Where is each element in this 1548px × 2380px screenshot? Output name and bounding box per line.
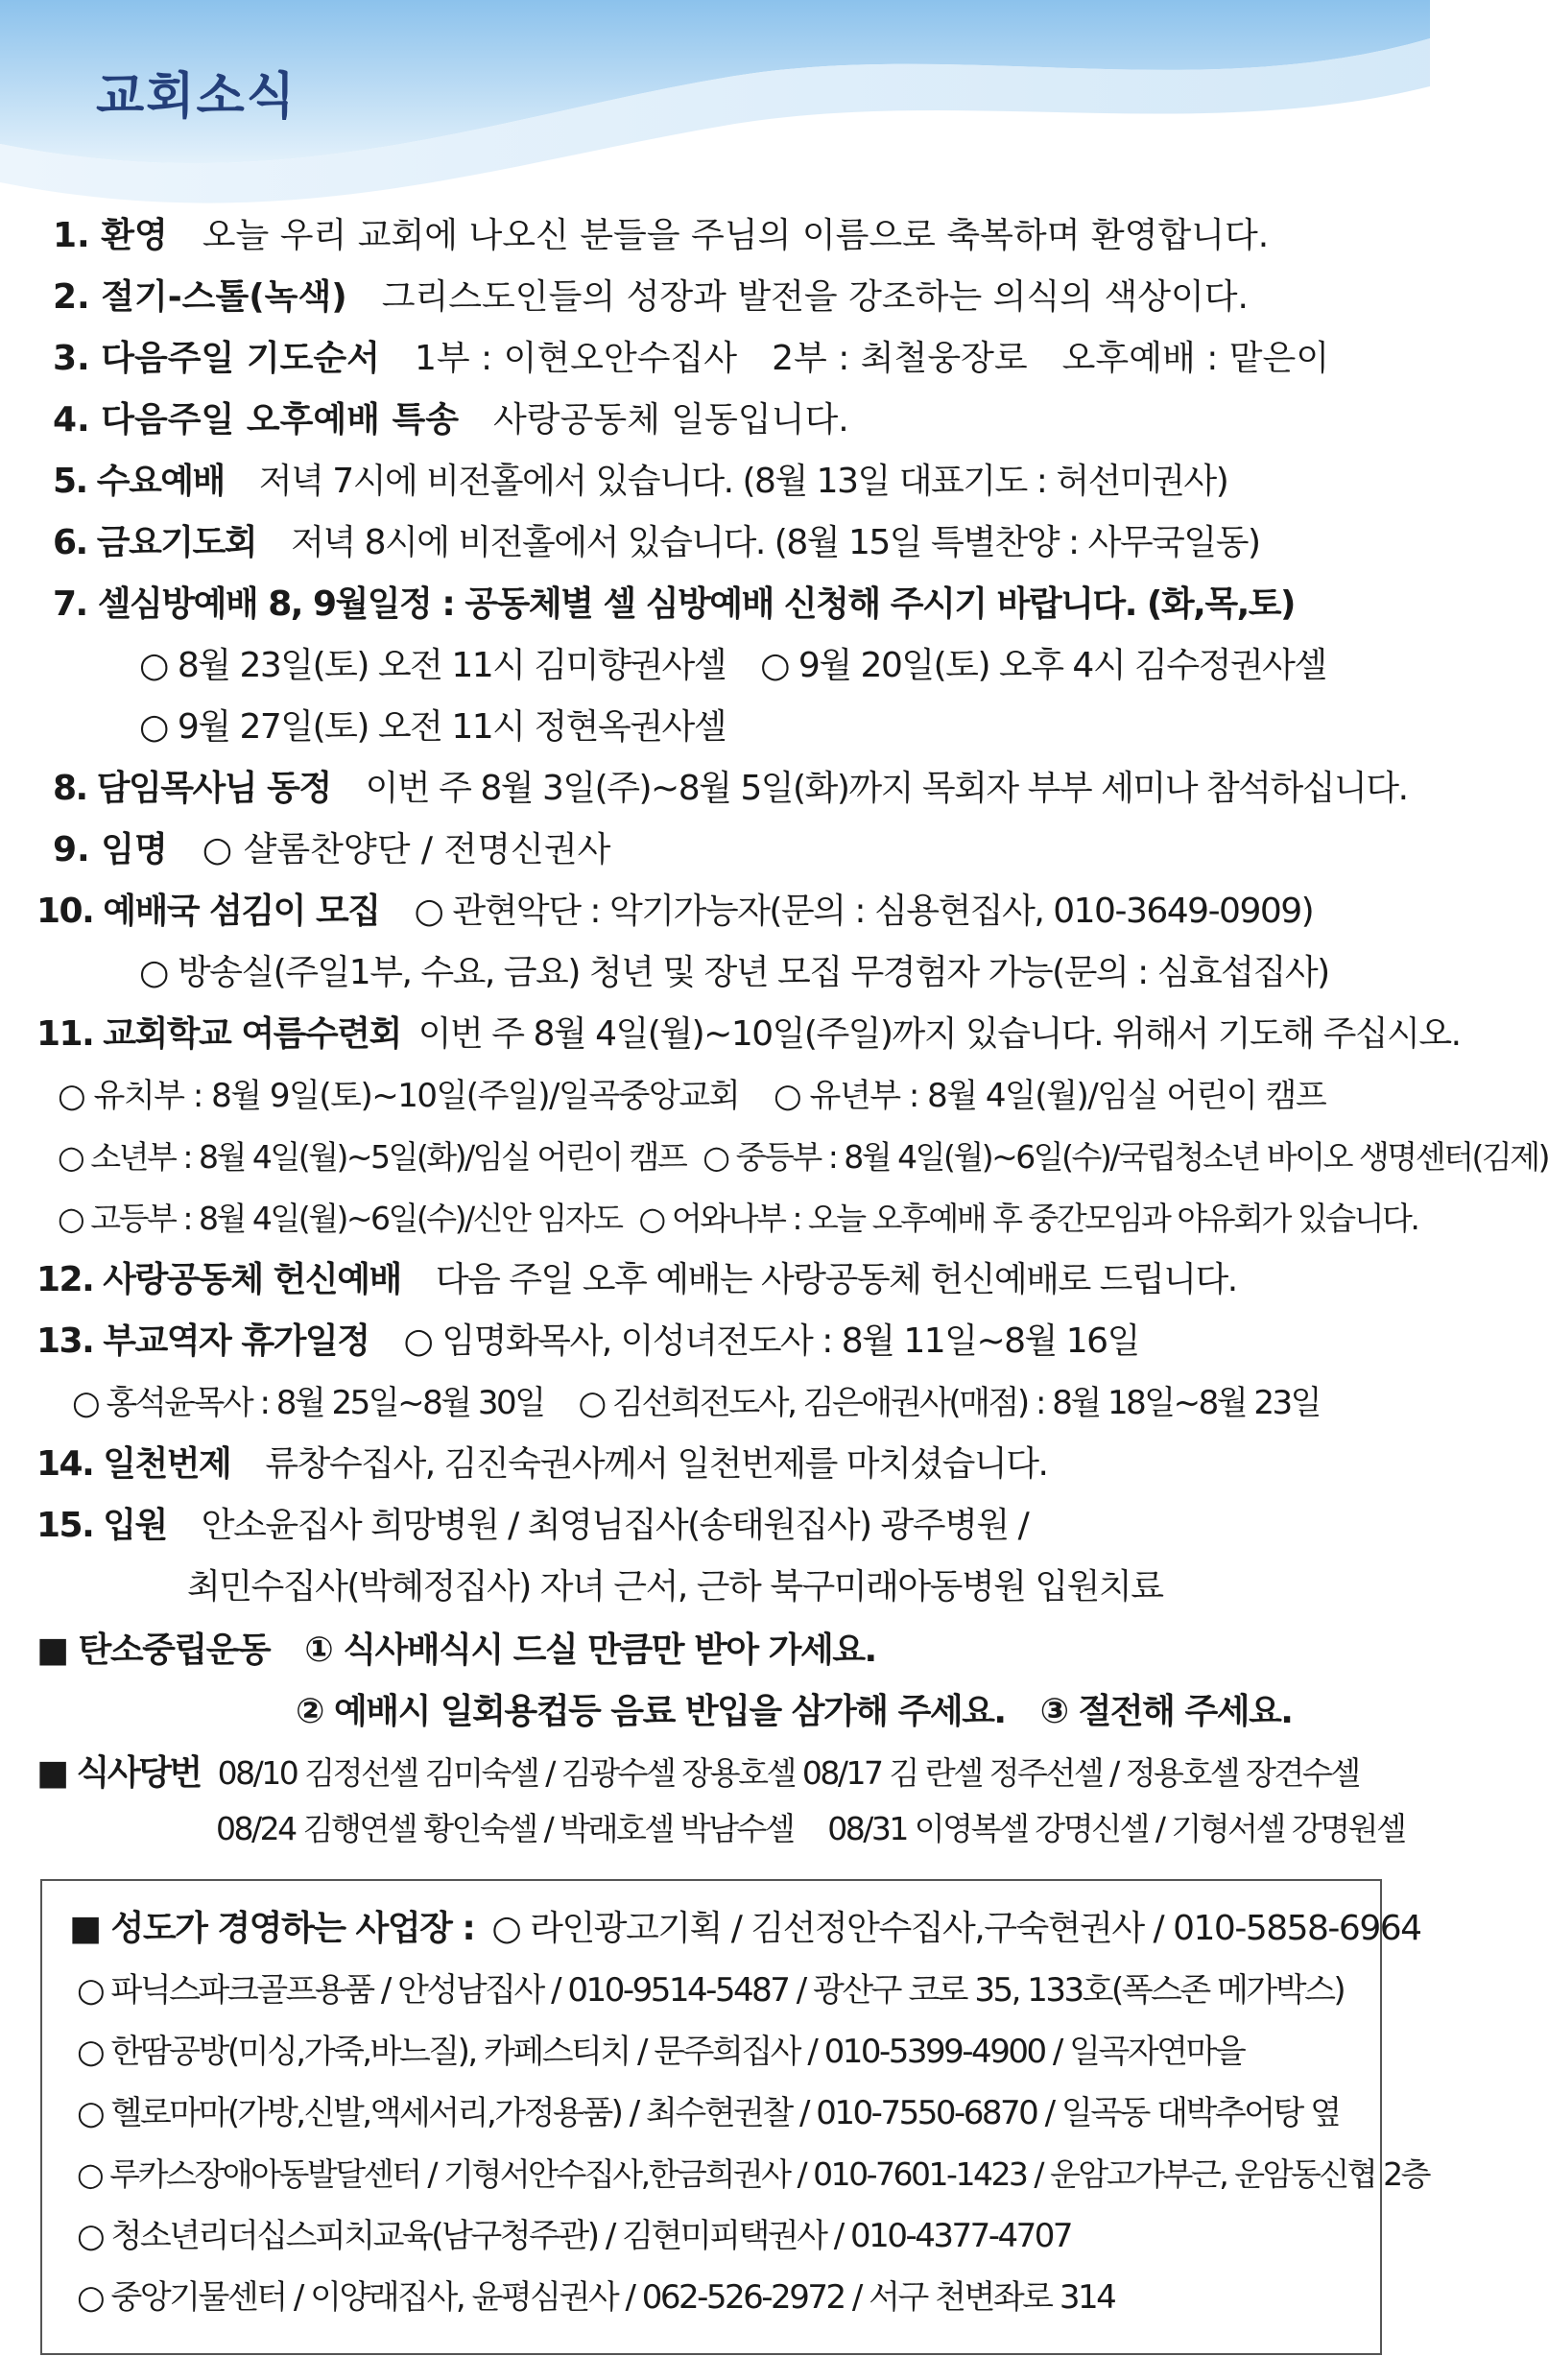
notice-item-15-sub: 최민수집사(박혜정집사) 자녀 근서, 근하 북구미래아동병원 입원치료 — [187, 1567, 1163, 1606]
notice-item-11-sub-2: ○ 소년부 : 8월 4일(월)~5일(화)/임실 어린이 캠프 ○ 중등부 : 8월 4일(월)~6일(수)/국립청소년 바이오 생명센터(김제) — [58, 1138, 1548, 1176]
notice-item-8: 8. 담임목사님 동정 이번 주 8월 3일(주)~8월 5일(화)까지 목회자 부부 세미나 참석하십니다. — [53, 769, 1408, 808]
meal-duty-line-1: ■ 식사당번 08/10 김정선셀 김미숙셀 / 김광수셀 장용호셀 08/17 김 란셀 정주선셀 / 정용호셀 장견수셀 — [36, 1753, 1359, 1793]
business-row-1: ○ 파닉스파크골프용품 / 안성남집사 / 010-9514-5487 / 광산구 코로 35, 133호(폭스존 메가박스) — [77, 1971, 1345, 2010]
business-row-2: ○ 한땀공방(미싱,가죽,바느질), 카페스티치 / 문주희집사 / 010-5399-4900 / 일곡자연마을 — [77, 2033, 1245, 2071]
notice-item-3: 3. 다음주일 기도순서 1부 : 이현오안수집사 2부 : 최철웅장로 오후예배 : 맡은이 — [53, 339, 1330, 378]
business-header: ■ 성도가 경영하는 사업장 : ○ 라인광고기획 / 김선정안수집사,구숙현권사 / 010-5858-6964 — [69, 1909, 1421, 1948]
notice-item-7: 7. 셀심방예배 8, 9월일정 : 공동체별 셀 심방예배 신청해 주시기 바랍니다. (화,목,토) — [53, 584, 1295, 624]
business-row-5: ○ 청소년리더십스피치교육(남구청주관) / 김현미피택권사 / 010-4377-4707 — [77, 2217, 1072, 2255]
business-row-3: ○ 헬로마마(가방,신발,액세서리,가정용품) / 최수현권찰 / 010-7550-6870 / 일곡동 대박추어탕 옆 — [77, 2094, 1340, 2132]
notice-item-2: 2. 절기-스톨(녹색) 그리스도인들의 성장과 발전을 강조하는 의식의 색상이다. — [53, 277, 1249, 317]
notice-item-6: 6. 금요기도회 저녁 8시에 비전홀에서 있습니다. (8월 15일 특별찬양 : 사무국일동) — [53, 523, 1260, 562]
notice-item-12: 12. 사랑공동체 헌신예배 다음 주일 오후 예배는 사랑공동체 헌신예배로 드립니다. — [36, 1260, 1237, 1299]
notice-item-10: 10. 예배국 섬김이 모집 ○ 관현악단 : 악기가능자(문의 : 심용현집사, 010-3649-0909) — [36, 892, 1314, 931]
notice-item-7-sub-2: ○ 9월 27일(토) 오전 11시 정현옥권사셀 — [139, 707, 726, 747]
business-row-6: ○ 중앙기물센터 / 이양래집사, 윤평심권사 / 062-526-2972 / 서구 천변좌로 314 — [77, 2278, 1115, 2317]
notice-item-10-sub: ○ 방송실(주일1부, 수요, 금요) 청년 및 장년 모집 무경험자 가능(문의 : 심효섭집사) — [139, 953, 1329, 992]
meal-duty-line-2: 08/24 김행연셀 황인숙셀 / 박래호셀 박남수셀 08/31 이영복셀 강명신셀 / 기형서셀 강명원셀 — [216, 1810, 1405, 1847]
notice-item-7-sub-1: ○ 8월 23일(토) 오전 11시 김미향권사셀 ○ 9월 20일(토) 오후 4시 김수정권사셀 — [139, 646, 1326, 685]
carbon-neutral-line-1: ■ 탄소중립운동 ① 식사배식시 드실 만큼만 받아 가세요. — [36, 1630, 876, 1670]
notice-item-11-sub-1: ○ 유치부 : 8월 9일(토)~10일(주일)/일곡중앙교회 ○ 유년부 : 8월 4일(월)/임실 어린이 캠프 — [58, 1077, 1326, 1115]
page-title: 교회소식 — [96, 68, 297, 126]
business-row-4: ○ 루카스장애아동발달센터 / 기형서안수집사,한금희권사 / 010-7601-1423 / 운암고가부근, 운암동신협 2층 — [77, 2155, 1430, 2193]
carbon-neutral-line-2: ② 예배시 일회용컵등 음료 반입을 삼가해 주세요. ③ 절전해 주세요. — [296, 1692, 1293, 1731]
notice-item-13: 13. 부교역자 휴가일정 ○ 임명화목사, 이성녀전도사 : 8월 11일~8월 16일 — [36, 1321, 1139, 1361]
notice-item-5: 5. 수요예배 저녁 7시에 비전홀에서 있습니다. (8월 13일 대표기도 : 허선미권사) — [53, 462, 1228, 501]
notice-item-9: 9. 임명 ○ 샬롬찬양단 / 전명신권사 — [53, 830, 611, 869]
notice-item-11: 11. 교회학교 여름수련회 이번 주 8월 4일(월)~10일(주일)까지 있습니다. 위해서 기도해 주십시오. — [36, 1014, 1461, 1054]
notice-item-14: 14. 일천번제 류창수집사, 김진숙권사께서 일천번제를 마치셨습니다. — [36, 1444, 1048, 1484]
notice-item-4: 4. 다음주일 오후예배 특송 사랑공동체 일동입니다. — [53, 400, 849, 440]
notice-item-1: 1. 환영 오늘 우리 교회에 나오신 분들을 주님의 이름으로 축복하며 환영합니다. — [53, 216, 1270, 255]
notice-item-15: 15. 입원 안소윤집사 희망병원 / 최영님집사(송태원집사) 광주병원 / — [36, 1506, 1029, 1545]
notice-item-13-sub: ○ 홍석윤목사 : 8월 25일~8월 30일 ○ 김선희전도사, 김은애권사(매점) : 8월 18일~8월 23일 — [72, 1384, 1320, 1422]
notice-item-11-sub-3: ○ 고등부 : 8월 4일(월)~6일(수)/신안 임자도 ○ 어와나부 : 오늘 오후예배 후 중간모임과 야유회가 있습니다. — [58, 1200, 1418, 1237]
